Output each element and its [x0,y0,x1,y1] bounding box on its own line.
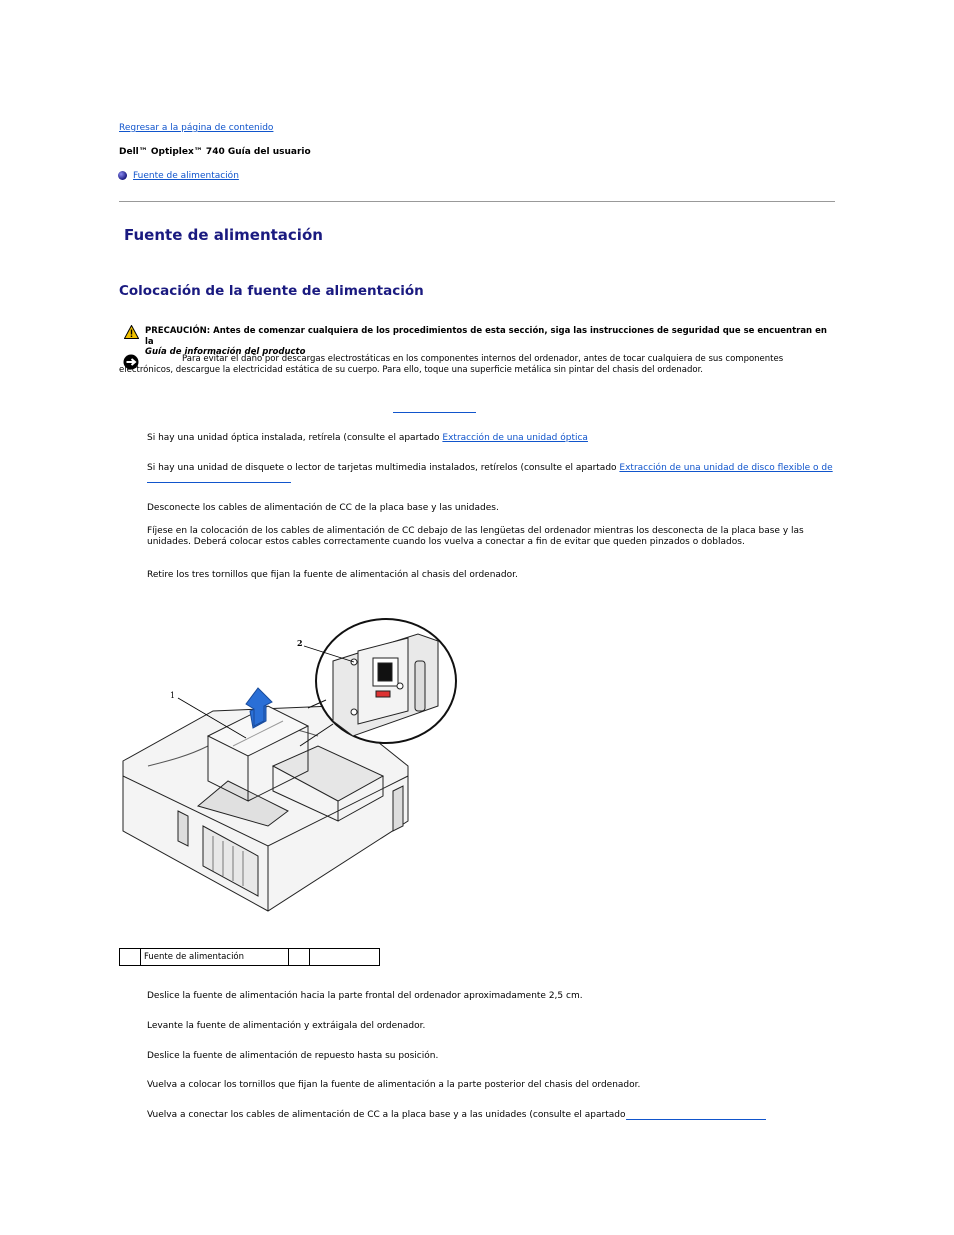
floppy-drive-link[interactable]: Extracción de una unidad de disco flexible o de [619,463,833,473]
toc-bullet-icon [118,171,127,180]
caution-body: Antes de comenzar cualquiera de los procedimientos de esta sección, siga las instrucciones de seguridad que se encuentran en la [145,326,827,347]
callout-1: 1 [170,691,176,700]
legend-num-cell [289,949,310,966]
step-text: Si hay una unidad de disquete o lector de tarjetas multimedia instalados, retírelos (consulte el apartado [147,463,620,473]
step-lift-out: Levante la fuente de alimentación y extráigala del ordenador. [147,1021,426,1031]
step-remove-screws: Retire los tres tornillos que fijan la fuente de alimentación al chasis del ordenador. [147,570,518,580]
step-remove-optical [147,433,835,444]
callout-2: 2 [297,638,303,648]
caution-label: PRECAUCIÓN: [145,326,211,336]
legend-label-cell [310,949,380,966]
legend-label-cell: Fuente de alimentación [141,949,289,966]
caution-message [145,326,835,358]
power-supply-removal-illustration [118,616,458,916]
cable-note: Fíjese en la colocación de los cables de alimentación de CC debajo de las lengüetas del ordenador mientras los desconecta de la placa base y las unidades. Deberá colocar estos cables correctamente cuando los vuelva a conectar a fin de evitar que queden pinzados o doblados. [147,526,804,547]
floppy-link-continuation[interactable] [147,472,291,483]
caution-guide-title: Guía de información del producto [145,347,306,357]
table-row [120,949,380,966]
callout-legend-table [119,948,380,966]
warning-icon [124,325,139,339]
step-reconnect-cables: Vuelva a conectar los cables de alimentación de CC a la placa base y a las unidades (consulte el apartado [147,1110,626,1120]
back-to-contents-link[interactable]: Regresar a la página de contenido [119,123,274,133]
step-replace-screws: Vuelva a colocar los tornillos que fijan la fuente de alimentación a la parte posterior del chasis del ordenador. [147,1080,641,1090]
toc-link-power-supply[interactable]: Fuente de alimentación [133,171,239,181]
notice-message [119,354,835,375]
step-disconnect-cables: Desconecte los cables de alimentación de CC de la placa base y las unidades. [147,503,499,513]
link-underline[interactable] [393,402,476,413]
step-text: Si hay una unidad óptica instalada, retírela (consulte el apartado [147,433,443,443]
product-title: Dell™ Optiplex™ 740 Guía del usuario [119,147,311,157]
step-slide-replacement: Deslice la fuente de alimentación de repuesto hasta su posición. [147,1051,439,1061]
optical-drive-link[interactable]: Extracción de una unidad óptica [442,433,588,443]
notice-line-2: electrónicos, descargue la electricidad estática de su cuerpo. Para ello, toque una superficie metálica sin pintar del chasis del ordenador. [119,364,704,375]
page-title: Fuente de alimentación [124,226,323,244]
divider [119,201,835,202]
legend-num-cell [120,949,141,966]
reconnect-link-underline[interactable] [626,1109,766,1120]
section-heading: Colocación de la fuente de alimentación [119,283,424,299]
step-slide-forward: Deslice la fuente de alimentación hacia la parte frontal del ordenador aproximadamente 2,5 cm. [147,991,583,1001]
notice-line-1: Para evitar el daño por descargas electrostáticas en los componentes internos del ordenador, antes de tocar cualquiera de sus componentes [182,354,784,364]
